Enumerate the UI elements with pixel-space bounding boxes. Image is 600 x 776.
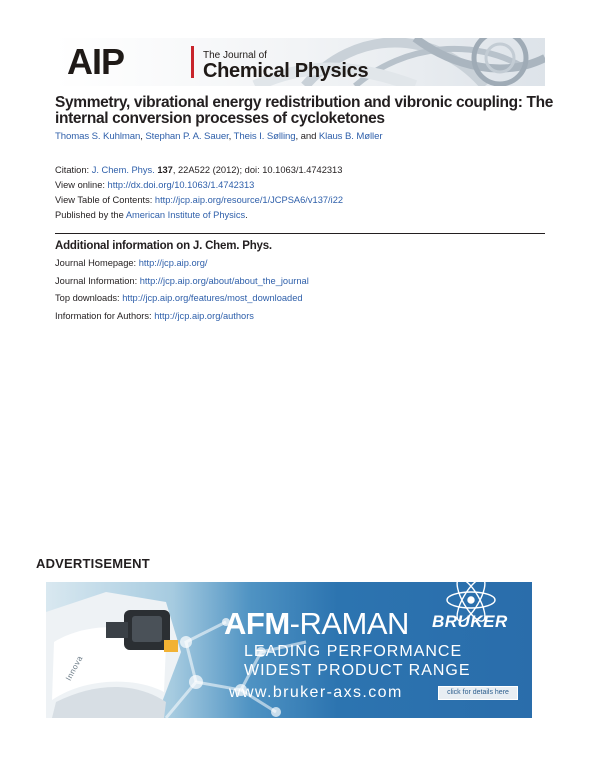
ad-headline-rest: -RAMAN [289, 606, 409, 641]
top-downloads-label: Top downloads: [55, 293, 123, 303]
journal-name: Chemical Physics [203, 60, 369, 82]
author-separator: , [228, 131, 234, 142]
list-item [55, 255, 555, 273]
citation-details: , 22A522 (2012); doi: 10.1063/1.4742313 [172, 165, 343, 175]
author-link[interactable]: Stephan P. A. Sauer [145, 131, 229, 142]
view-online-link[interactable]: http://dx.doi.org/10.1063/1.4742313 [107, 180, 255, 190]
aip-logo[interactable] [67, 41, 125, 82]
publisher-label: Published by the [55, 210, 126, 220]
journal-banner [55, 38, 545, 86]
ad-tagline-2: WIDEST PRODUCT RANGE [244, 662, 471, 679]
additional-info-heading: Additional information on J. Chem. Phys. [55, 240, 272, 252]
device-label: Innova [64, 654, 85, 683]
citation-volume: 137 [157, 165, 173, 175]
advertisement-label: ADVERTISEMENT [36, 556, 150, 571]
citation-journal-link[interactable]: J. Chem. Phys. [91, 165, 155, 175]
list-item [55, 290, 555, 308]
view-online-label: View online: [55, 180, 108, 190]
citation-label: Citation: [55, 165, 92, 175]
publisher-link[interactable]: American Institute of Physics [125, 210, 246, 220]
journal-homepage-label: Journal Homepage: [55, 258, 139, 268]
publisher-row [55, 208, 555, 223]
journal-information-link[interactable]: http://jcp.aip.org/about/about_the_journal [139, 275, 309, 286]
ad-headline-bold: AFM [224, 606, 290, 641]
list-item [55, 308, 555, 326]
journal-kicker: The Journal of [203, 50, 267, 61]
view-online-row [55, 178, 555, 193]
author-link[interactable]: Klaus B. Møller [318, 131, 383, 142]
additional-info-list [55, 255, 555, 325]
publisher-end: . [245, 210, 248, 220]
toc-link[interactable]: http://jcp.aip.org/resource/1/JCPSA6/v137/i22 [154, 195, 344, 205]
aip-logo-divider [191, 46, 195, 78]
top-downloads-link[interactable]: http://jcp.aip.org/features/most_downloaded [122, 293, 303, 303]
ad-tagline-1: LEADING PERFORMANCE [244, 643, 463, 660]
advertisement-banner[interactable] [46, 582, 532, 718]
article-title: Symmetry, vibrational energy redistribution and vibronic coupling: The internal conversion processes of cycloketones [55, 94, 553, 127]
citation-row [55, 163, 555, 178]
author-link[interactable]: Theis I. Sølling [233, 131, 296, 142]
list-item [55, 273, 555, 291]
author-separator: , [140, 131, 146, 142]
toc-row [55, 193, 555, 208]
information-for-authors-label: Information for Authors: [55, 310, 155, 321]
bruker-logo: BRUKER [432, 612, 508, 631]
ad-cta-button[interactable]: click for details here [438, 686, 518, 700]
article-metadata [55, 163, 555, 223]
journal-homepage-link[interactable]: http://jcp.aip.org/ [138, 258, 208, 268]
author-separator: , and [295, 131, 319, 142]
information-for-authors-link[interactable]: http://jcp.aip.org/authors [154, 310, 254, 321]
toc-label: View Table of Contents: [55, 195, 155, 205]
section-divider [55, 233, 545, 234]
aip-logo-text: AIP [67, 41, 125, 82]
ad-headline [224, 608, 409, 640]
author-list [55, 131, 555, 143]
author-link[interactable]: Thomas S. Kuhlman [55, 131, 141, 142]
ad-url[interactable]: www.bruker-axs.com [229, 684, 403, 701]
journal-information-label: Journal Information: [55, 275, 140, 286]
